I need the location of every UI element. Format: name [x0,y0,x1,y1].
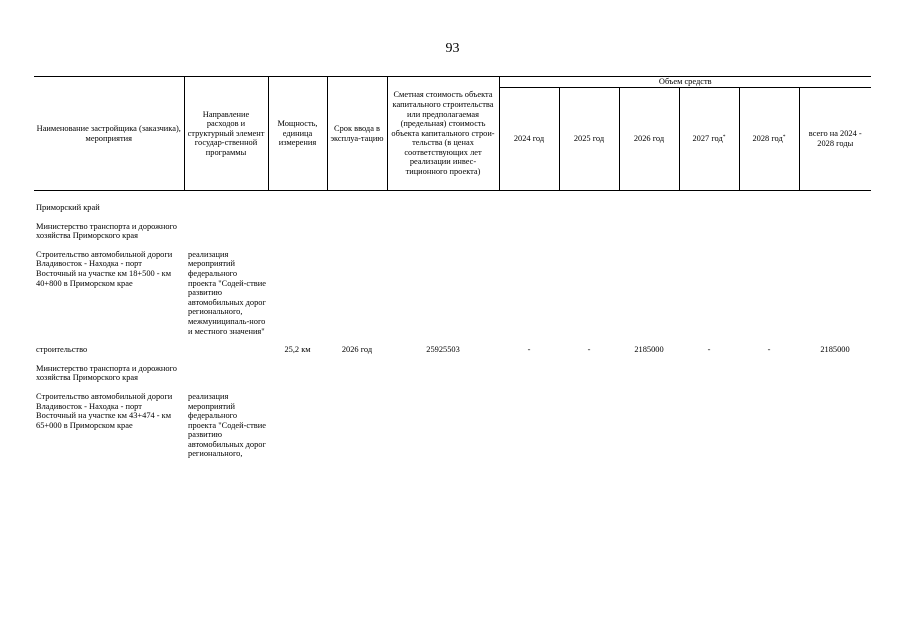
header-cost: Сметная стоимость объекта капитального строительства или предполагаемая (предельная) стоимость объекта капитального строи-тельства (в ценах соответствующих лет реализации инвес-тиционного проекта) [387,77,499,191]
row-direction: реализация мероприятий федерального проекта "Содей-ствие развитию автомобильных дорог регионального, межмуниципаль-ного и местного значения" [188,249,266,336]
row-y2024: - [527,345,531,355]
investment-table [34,76,871,468]
row-total: 2185000 [820,345,850,355]
row-direction: реализация мероприятий федерального проекта "Содей-ствие развитию автомобильных дорог регионального, [188,391,266,459]
row-name: Министерство транспорта и дорожного хозяйства Приморского края [36,221,177,241]
footnote-mark: * [722,134,726,141]
row-name: Строительство автомобильной дороги Владивосток - Находка - порт Восточный на участке км 18+500 - км 40+800 в Приморском крае [36,249,173,288]
table-row [34,250,871,345]
header-year-2028: 2028 год* [739,88,799,191]
row-y2028: - [767,345,771,355]
header-year-2025: 2025 год [559,88,619,191]
row-capacity: 25,2 км [284,345,311,355]
header-direction: Направление расходов и структурный элемент государ-ственной программы [184,77,268,191]
row-term: 2026 год [341,345,373,355]
row-name: Министерство транспорта и дорожного хозяйства Приморского края [36,363,177,383]
header-year-2026: 2026 год [619,88,679,191]
table-body [34,191,871,469]
header-funds: Объем средств [499,77,871,88]
row-name: строительство [36,345,88,355]
header-year-2027: 2027 год* [679,88,739,191]
row-name: Строительство автомобильной дороги Владивосток - Находка - порт Восточный на участке км 43+474 - км 65+000 в Приморском крае [36,391,173,430]
row-cost: 25925503 [426,345,460,355]
table-row [34,222,871,250]
row-y2026: 2185000 [634,345,664,355]
footnote-mark: * [782,134,786,141]
header-term: Срок ввода в эксплуа-тацию [327,77,387,191]
table-row [34,191,871,222]
header-capacity: Мощность, единица измерения [268,77,327,191]
table-header [34,77,871,191]
row-name: Приморский край [36,203,100,212]
investment-table-container [34,76,871,468]
row-y2027: - [707,345,711,355]
table-row [34,392,871,468]
header-year-2024: 2024 год [499,88,559,191]
row-y2025: - [587,345,591,355]
header-name: Наименование застройщика (заказчика), мероприятия [34,77,184,191]
table-row [34,364,871,392]
header-total: всего на 2024 - 2028 годы [799,88,871,191]
page-number: 93 [445,41,460,56]
table-row [34,345,871,364]
